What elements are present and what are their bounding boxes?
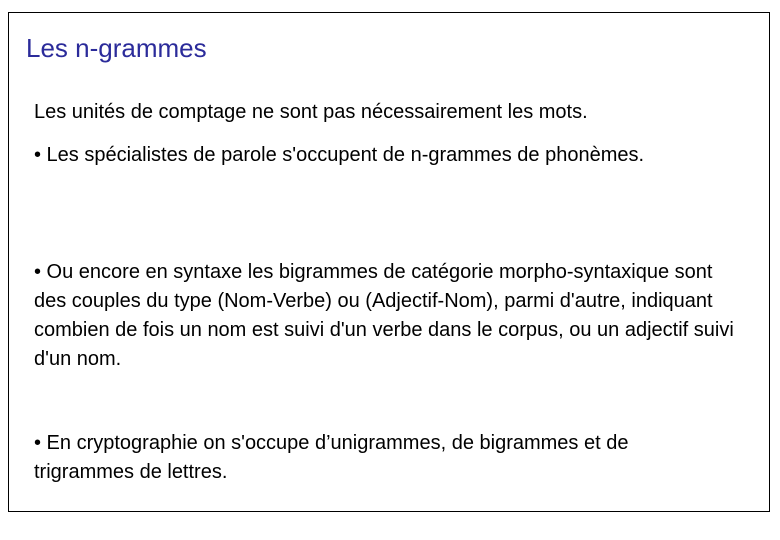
bullet-syntax-bigrams: • Ou encore en syntaxe les bigrammes de catégorie morpho-syntaxique sont des couples du type (Nom-Verbe) ou (Adjectif-Nom), parmi d'autre, indiquant combien de fois un nom est suivi d'un verbe dans le corpus, ou un adjectif suivi d'un nom. [34,261,734,370]
intro-text: Les unités de comptage ne sont pas nécessairement les mots. [34,101,588,123]
slide-title: Les n-grammes [26,33,207,63]
slide-frame [8,12,770,512]
bullet-cryptography-ngrams: • En cryptographie on s'occupe d’unigrammes, de bigrammes et de trigrammes de lettres. [34,432,629,483]
bullet-speech-ngrams: • Les spécialistes de parole s'occupent de n-grammes de phonèmes. [34,144,645,166]
